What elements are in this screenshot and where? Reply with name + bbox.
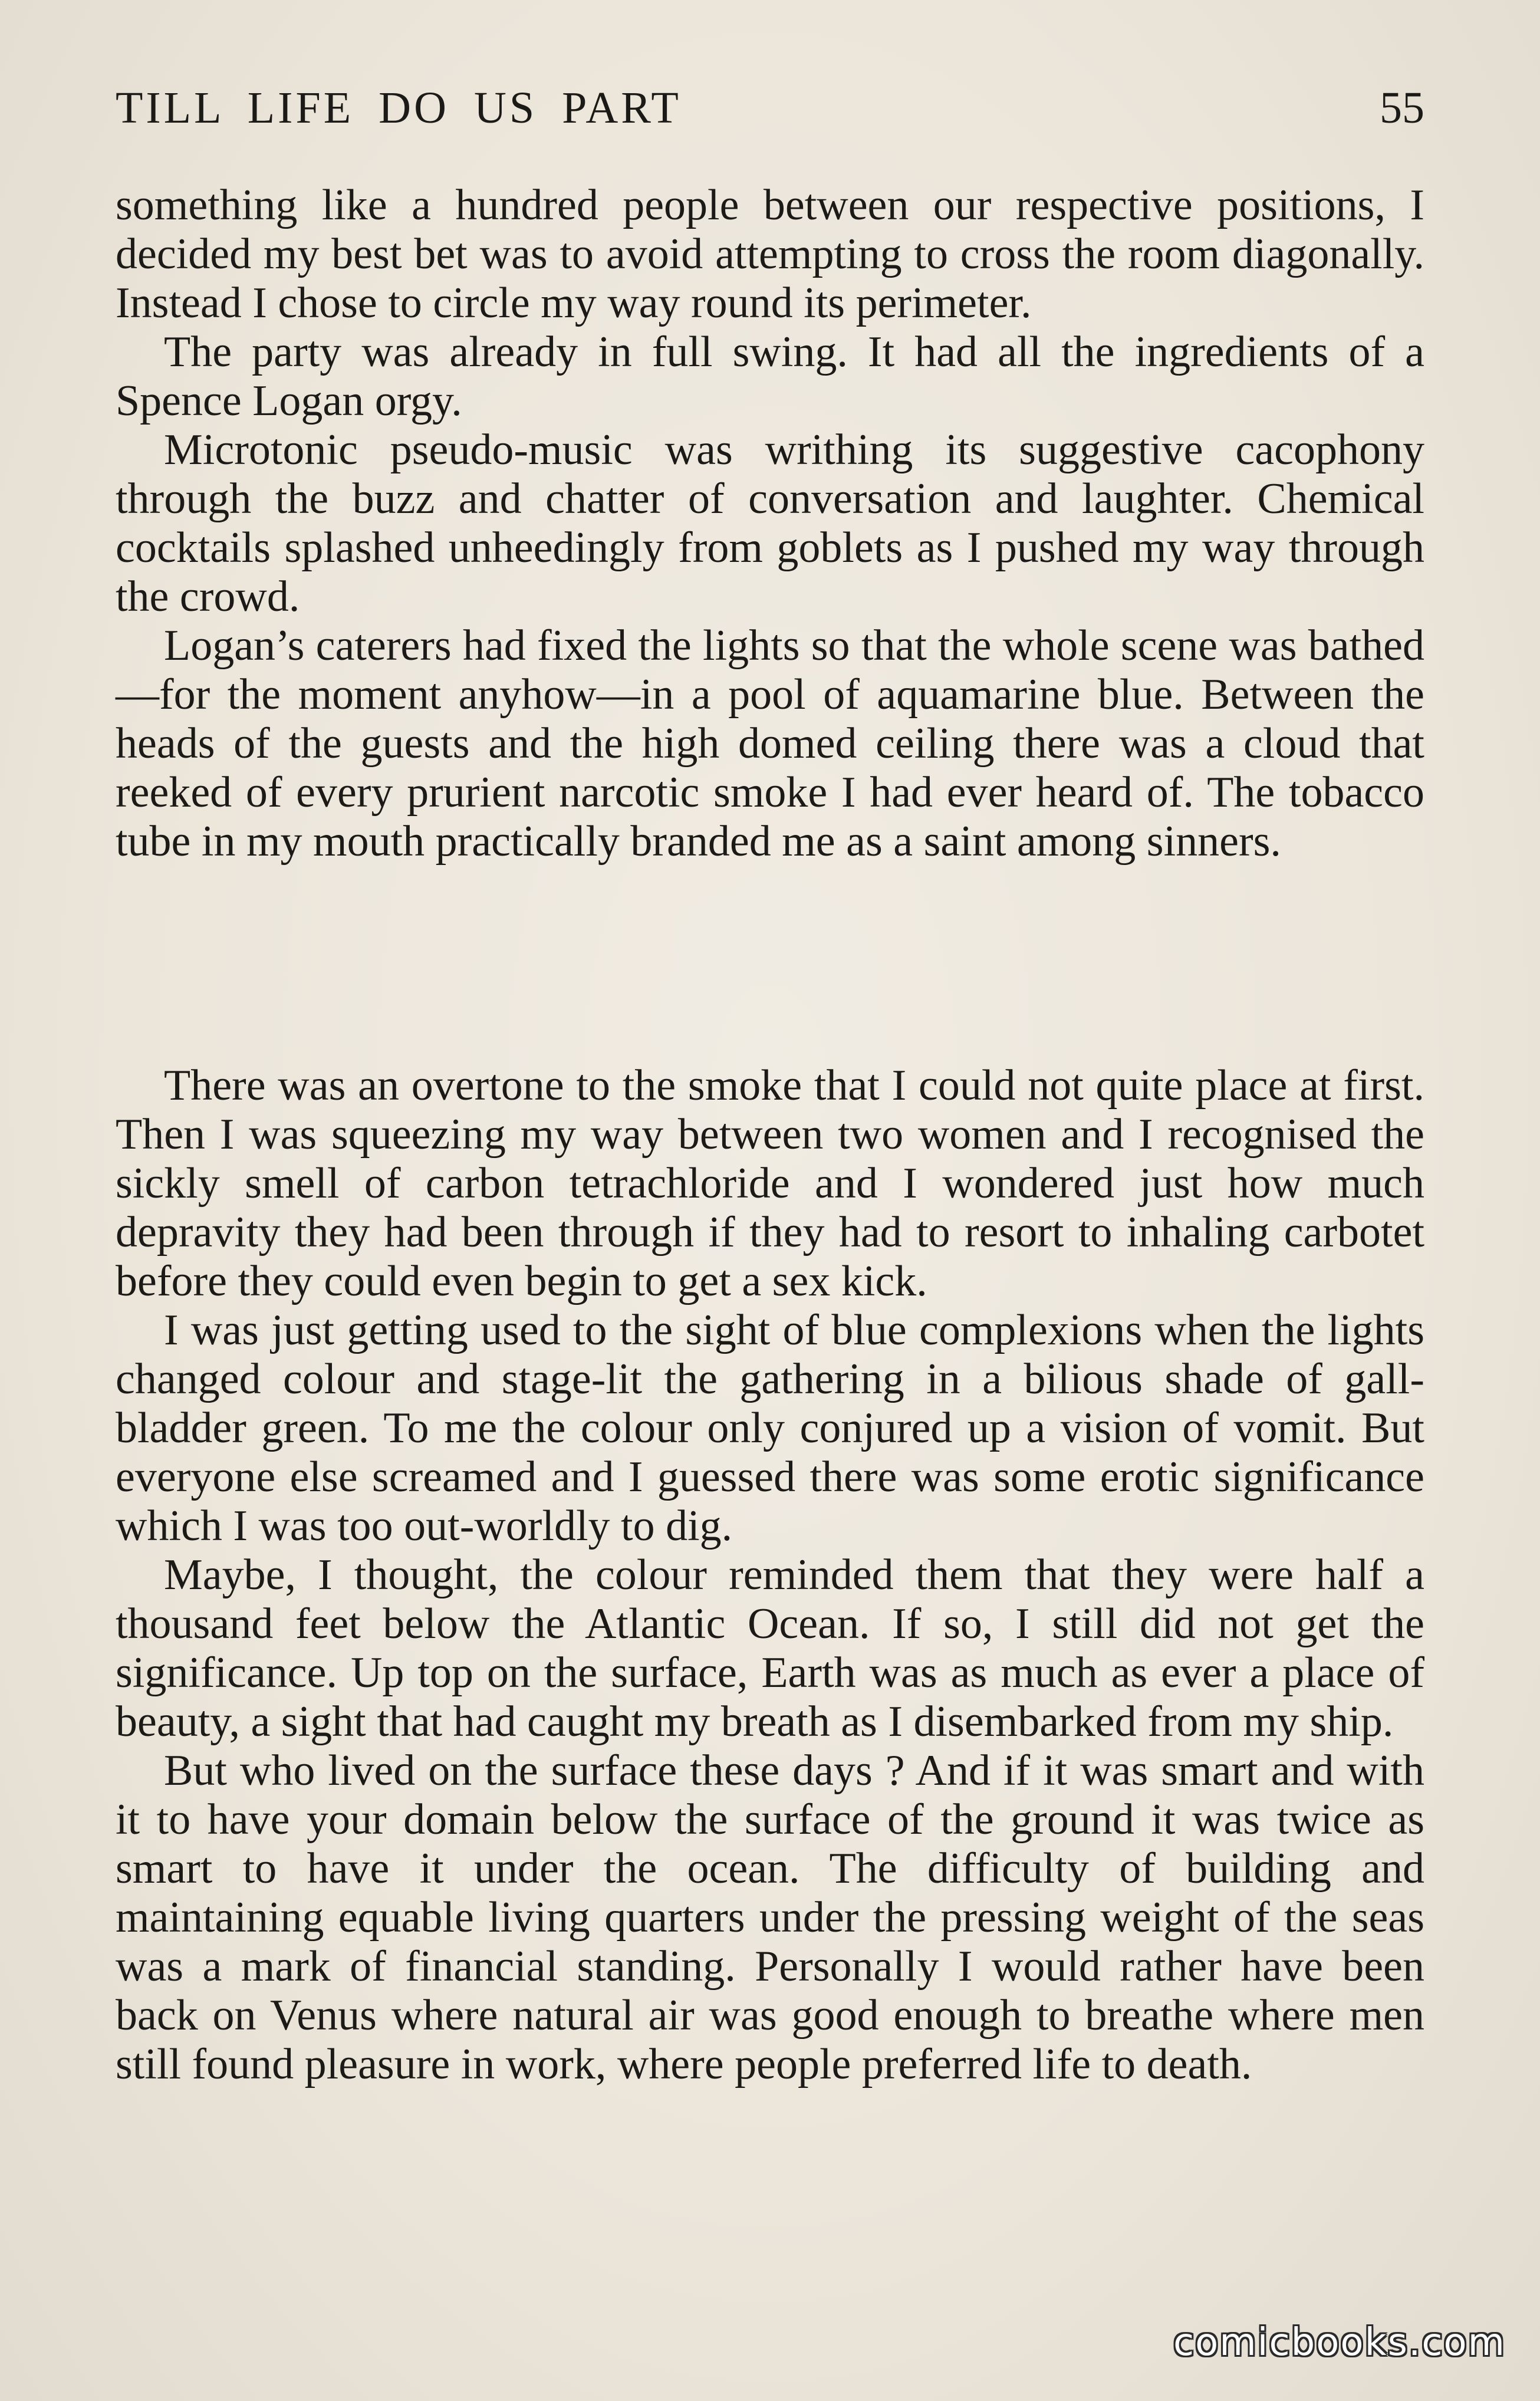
running-title: TILL LIFE DO US PART: [116, 83, 682, 133]
paragraph: Maybe, I thought, the colour reminded them that they were half a thousand feet below the Atlantic Ocean. If so, I still did not get the significance. Up top on the surface, Earth was as much as ever a place of beauty, a sight that had caught my breath as I disembarked from my ship.: [116, 1551, 1424, 1746]
watermark: comicbooks.com: [1173, 2321, 1506, 2364]
paragraph: The party was already in full swing. It had all the ingredients of a Spence Logan orgy.: [116, 328, 1424, 425]
paragraph: There was an overtone to the smoke that I could not quite place at first. Then I was squeezing my way between two women and I recognised the sickly smell of carbon tetrachloride and I wondered just how much depravity they had been through if they had to resort to inhaling carbotet before they could even begin to get a sex kick.: [116, 1061, 1424, 1305]
text-section-2: [116, 1061, 1424, 2089]
page-header: [116, 81, 1424, 134]
paragraph: Microtonic pseudo-music was writhing its suggestive cacophony through the buzz and chatter of conversation and laughter. Chemical cocktails splashed unheedingly from goblets as I pushed my way through the crowd.: [116, 426, 1424, 621]
paragraph: But who lived on the surface these days ? And if it was smart and with it to have your domain below the surface of the ground it was twice as smart to have it under the ocean. The difficulty of building and maintaining equable living quarters under the pressing weight of the seas was a mark of financial standing. Personally I would rather have been back on Venus where natural air was good enough to breathe where men still found pleasure in work, where people preferred life to death.: [116, 1747, 1424, 2088]
paragraph: Logan’s caterers had fixed the lights so that the whole scene was bathed—for the moment anyhow—in a pool of aquamarine blue. Between the heads of the guests and the high domed ceiling there was a cloud that reeked of every prurient narcotic smoke I had ever heard of. The tobacco tube in my mouth practically branded me as a saint among sinners.: [116, 621, 1424, 866]
paragraph: something like a hundred people between our respective positions, I decided my best bet was to avoid attempting to cross the room diagonally. Instead I chose to circle my way round its perimeter.: [116, 181, 1424, 327]
text-section-1: [116, 181, 1424, 866]
paragraph: I was just getting used to the sight of blue complexions when the lights changed colour and stage-lit the gathering in a bilious shade of gall-bladder green. To me the colour only conjured up a vision of vomit. But everyone else screamed and I guessed there was some erotic significance which I was too out-worldly to dig.: [116, 1306, 1424, 1550]
page-number: 55: [1380, 83, 1424, 133]
